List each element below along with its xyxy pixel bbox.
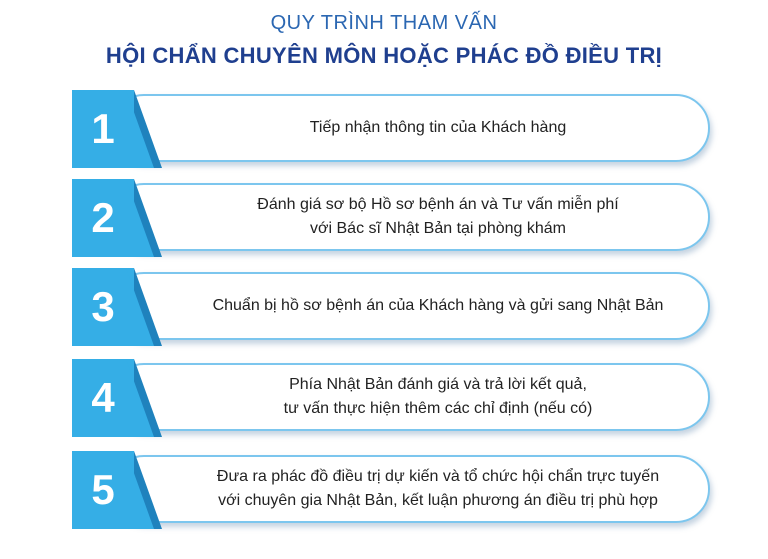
step-text: Chuẩn bị hồ sơ bệnh án của Khách hàng và gửi sang Nhật Bản <box>212 297 664 314</box>
step-1 <box>0 90 768 168</box>
subtitle: QUY TRÌNH THAM VẤN <box>270 12 498 34</box>
step-text: Đưa ra phác đồ điều trị dự kiến và tổ chức hội chẩn trực tuyến với chuyên gia Nhật Bản, kết luận phương án điều trị phù hợp <box>216 468 660 509</box>
step-text: Đánh giá sơ bộ Hồ sơ bệnh án và Tư vấn miễn phí với Bác sĩ Nhật Bản tại phòng khám <box>257 196 619 237</box>
step-number: 4 <box>91 374 115 421</box>
step-number: 1 <box>91 105 115 152</box>
step-number: 2 <box>91 194 115 241</box>
step-number: 3 <box>91 283 115 330</box>
step-4 <box>0 359 768 437</box>
step-text: Tiếp nhận thông tin của Khách hàng <box>309 119 567 136</box>
step-box <box>110 94 710 162</box>
step-text: Phía Nhật Bản đánh giá và trả lời kết quả, tư vấn thực hiện thêm các chỉ định (nếu có) <box>283 376 593 417</box>
step-box <box>110 455 710 523</box>
step-2 <box>0 179 768 257</box>
step-box <box>110 183 710 251</box>
step-5 <box>0 451 768 529</box>
page-title: HỘI CHẨN CHUYÊN MÔN HOẶC PHÁC ĐỒ ĐIỀU TRỊ <box>105 43 663 68</box>
step-box <box>110 272 710 340</box>
step-box <box>110 363 710 431</box>
step-3 <box>0 268 768 346</box>
step-number: 5 <box>91 466 115 513</box>
